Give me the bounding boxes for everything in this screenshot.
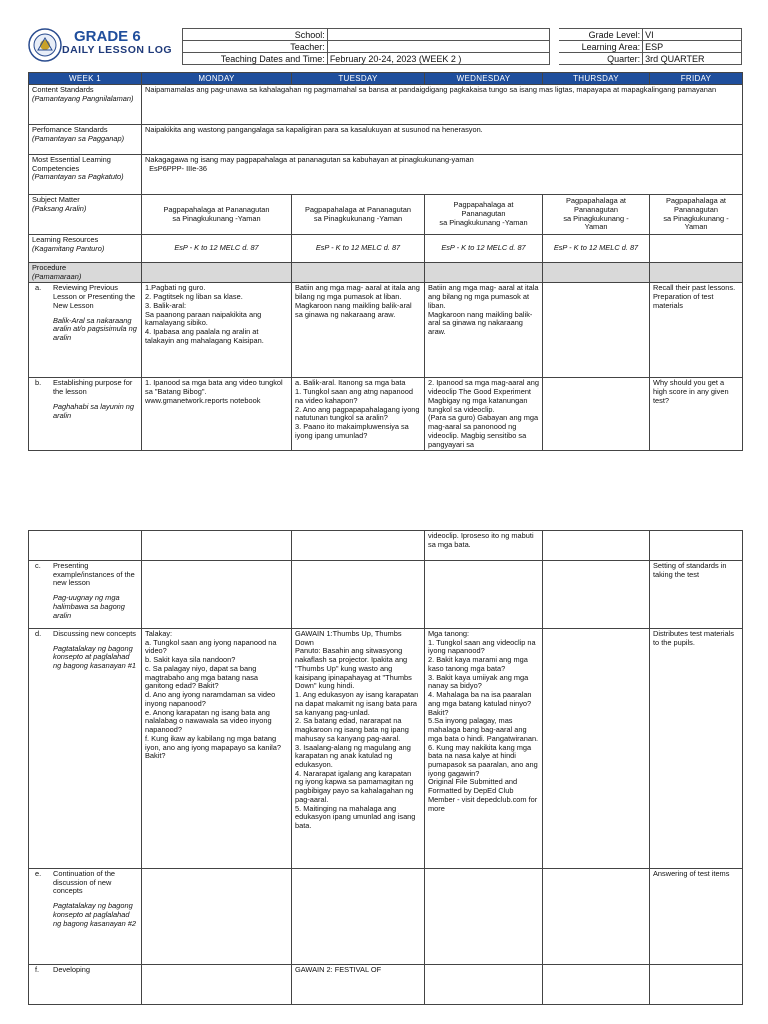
a-thu (543, 283, 650, 378)
learning-area-label: Learning Area: (559, 41, 642, 53)
dll-title: DAILY LESSON LOG (62, 44, 173, 56)
row-label: Perfomance Standards (Pamantayan sa Pagganap) (29, 125, 142, 155)
lesson-grid-p1 (28, 72, 743, 451)
lesson-grid-p2 (28, 530, 743, 1005)
col-week: WEEK 1 (29, 73, 142, 85)
d-fri: Distributes test materials to the pupils. (650, 629, 743, 869)
resources-tue: EsP - K to 12 MELC d. 87 (292, 235, 425, 263)
header (28, 28, 742, 64)
row-resources (29, 235, 743, 263)
a-wed: Batiin ang mga mag- aaral at itala ang bilang ng mga pumasok at liban. Magkaroon nang maikling balik-aral sa ginawa ng nakaraang araw. (425, 283, 543, 378)
a-tue: Batiin ang mga mag- aaral at itala ang bilang ng mga pumasok at liban. Magkaroon nang maikling balik-aral sa ginawa ng nakaraang araw. (292, 283, 425, 378)
competencies-value: Nakagagawa ng isang may pagpapahalaga at pananagutan sa kabuhayan at pinagkukunang-yaman EsP6PPP- IIIe-36 (142, 155, 743, 195)
subject-fri: Pagpapahalaga at Pananagutan sa Pinagkukunang - Yaman (650, 195, 743, 235)
f-tue: GAWAIN 2: FESTIVAL OF (292, 965, 425, 1005)
b-thu (543, 378, 650, 451)
row-b-purpose (29, 378, 743, 451)
row-procedure (29, 263, 743, 283)
grade-level-value: VI (643, 29, 742, 41)
grade-title: GRADE 6 (74, 28, 141, 45)
col-friday: FRIDAY (650, 73, 743, 85)
row-content-standards (29, 85, 743, 125)
resources-mon: EsP - K to 12 MELC d. 87 (142, 235, 292, 263)
row-competencies (29, 155, 743, 195)
col-wednesday: WEDNESDAY (425, 73, 543, 85)
row-label: f. Developing (29, 965, 142, 1005)
subject-wed: Pagpapahalaga at Pananagutan sa Pinagkukunang -Yaman (425, 195, 543, 235)
row-label: c. Presenting example/instances of the new lesson Pag-uugnay ng mga halimbawa sa bagong aralin (29, 561, 142, 629)
col-monday: MONDAY (142, 73, 292, 85)
row-label: Procedure (Pamamaraan) (29, 263, 142, 283)
b-wed-cont: videoclip. Iproseso ito ng mabuti sa mga bata. (425, 531, 543, 561)
row-label: Subject Matter (Paksang Aralin) (29, 195, 142, 235)
subject-tue: Pagpapahalaga at Pananagutan sa Pinagkukunang -Yaman (292, 195, 425, 235)
row-c-examples (29, 561, 743, 629)
row-label: Learning Resources (Kagamitang Panturo) (29, 235, 142, 263)
row-label: d. Discussing new concepts Pagtatalakay ng bagong konsepto at paglalahad ng bagong kasanayan #1 (29, 629, 142, 869)
school-value (327, 29, 549, 41)
column-headers (29, 73, 743, 85)
row-label: Content Standards (Pamantayang Pangnilalaman) (29, 85, 142, 125)
performance-standards-value: Naipakikita ang wastong pangangalaga sa kapaligiran para sa kasalukuyan at susunod na henerasyon. (142, 125, 743, 155)
b-fri: Why should you get a high score in any given test? (650, 378, 743, 451)
resources-wed: EsP - K to 12 MELC d. 87 (425, 235, 543, 263)
e-fri: Answering of test items (650, 869, 743, 965)
col-thursday: THURSDAY (543, 73, 650, 85)
b-tue: a. Balik-aral. Itanong sa mga bata 1. Tungkol saan ang atng napanood na video kahapon? 2. Ano ang pagpapapahalagang iyong natutunan tungkol sa aralin? 3. Paano ito makaimpluwensiya sa iyong ipang umunlad? (292, 378, 425, 451)
d-mon: Talakay: a. Tungkol saan ang iyong napanood na video? b. Sakit kaya sila nandoon? c. Sa palagay niyo, dapat sa bang magtrabaho ang mga batang nasa ganitong edad? Bakit? d. Ano ang iyong naramdaman sa video inyong napanood? e. Anong karapatan ng isang bata ang nalalabag o nawawala sa video inyong napanood? f. Kung ikaw ay kabilang ng mga batang iyon, ano ang iyong mapapayo sa kanila? Bakit? (142, 629, 292, 869)
school-label: School: (183, 29, 328, 41)
row-label: b. Establishing purpose for the lesson Paghahabi sa layunin ng aralin (29, 378, 142, 451)
resources-thu: EsP - K to 12 MELC d. 87 (543, 235, 650, 263)
subject-thu: Pagpapahalaga at Pananagutan sa Pinagkukunang - Yaman (543, 195, 650, 235)
d-tue: GAWAIN 1:Thumbs Up, Thumbs Down Panuto: Basahin ang sitwasyong nakaflash sa projector. Ipakita ang "Thumbs Up" kung wasto ang kaisipang ipinapahayag at "Thumbs Down" kung hindi. 1. Ang edukasyon ay isang karapatan na dapat makamit ng isang bata para sa kanyang pag-unlad. 2. Sa batang edad, nararapat na magkaroon ng isang bata ng ipang mahusay sa kanyang pag-aaral. 3. Isaalang-alang ng magulang ang karapatan ng anak katulad ng edukasyon. 4. Nararapat igalang ang karapatan ng iyong kapwa sa pamamagitan ng pagbibigay payo sa kahalagahan ng pag-aaral. 5. Maitinging na mahalaga ang edukasyon ipang umunlad ang isang bata. (292, 629, 425, 869)
row-label: e. Continuation of the discussion of new concepts Pagtatalakay ng bagong konsepto at paglalahad ng bagong kasanayan #2 (29, 869, 142, 965)
a-fri: Recall their past lessons. Preparation of test materials (650, 283, 743, 378)
grade-level-label: Grade Level: (559, 29, 642, 41)
row-performance-standards (29, 125, 743, 155)
row-a-review (29, 283, 743, 378)
row-d-discussion (29, 629, 743, 869)
c-fri: Setting of standards in taking the test (650, 561, 743, 629)
row-b-continued (29, 531, 743, 561)
deped-seal-icon (28, 28, 62, 62)
dates-label: Teaching Dates and Time: (183, 53, 328, 65)
row-subject-matter (29, 195, 743, 235)
row-e-continuation (29, 869, 743, 965)
d-wed: Mga tanong: 1. Tungkol saan ang videoclip na iyong napanood? 2. Bakit kaya marami ang mga kaso tanong mga bata? 3. Bakit kaya umiiyak ang mga nanay sa bidyo? 4. Mahalaga ba na isa paaralan ang mga batang katulad ninyo? Bakit? 5.Sa inyong palagay, mas mahalaga bang bag-aaral ang mga bata o hindi. Pangatwiranan. 6. Kung may nakikita kang mga bata na nasa kalye at hindi pumapasok sa paaralan, ano ang iyong gagawin? Original File Submitted and Formatted by DepEd Club Member - visit depedclub.com for more (425, 629, 543, 869)
resources-fri (650, 235, 743, 263)
row-label: Most Essential Learning Competencies (Pamantayan sa Pagkatuto) (29, 155, 142, 195)
teacher-value (327, 41, 549, 53)
b-mon: 1. Ipanood sa mga bata ang video tungkol sa "Batang Bibog". www.gmanetwork.reports notebook (142, 378, 292, 451)
learning-area-value: ESP (643, 41, 742, 53)
dates-value: February 20-24, 2023 (WEEK 2 ) (327, 53, 549, 65)
row-f-developing (29, 965, 743, 1005)
subject-mon: Pagpapahalaga at Pananagutan sa Pinagkukunang -Yaman (142, 195, 292, 235)
teacher-label: Teacher: (183, 41, 328, 53)
quarter-label: Quarter: (559, 53, 642, 65)
b-wed: 2. Ipanood sa mga mag-aaral ang videoclip The Good Experiment Magbigay ng mga katanungan tungkol sa videoclip. (Para sa guro) Gabayan ang mga mag-aaral sa panonood ng videoclip. Magbig sensitibo sa pangyayari sa (425, 378, 543, 451)
quarter-value: 3rd QUARTER (643, 53, 742, 65)
a-mon: 1.Pagbati ng guro. 2. Pagtitsek ng liban sa klase. 3. Balik-aral: Sa paanong paraan naipakikita ang kamalayang sibiko. 4. Ipabasa ang paalala ng aralin at talakayin ang mahalagang Kaisipan. (142, 283, 292, 378)
content-standards-value: Naipamamalas ang pag-unawa sa kahalagahan ng pagmamahal sa bansa at pandaigdigang pagkakaisa tungo sa isang mas ligtas, mapayapa at mapagkalingang pamayanan (142, 85, 743, 125)
meta-table (182, 28, 742, 65)
row-label: a. Reviewing Previous Lesson or Presenting the New Lesson Balik-Aral sa nakaraang aralin at/o pagsisimula ng aralin (29, 283, 142, 378)
col-tuesday: TUESDAY (292, 73, 425, 85)
